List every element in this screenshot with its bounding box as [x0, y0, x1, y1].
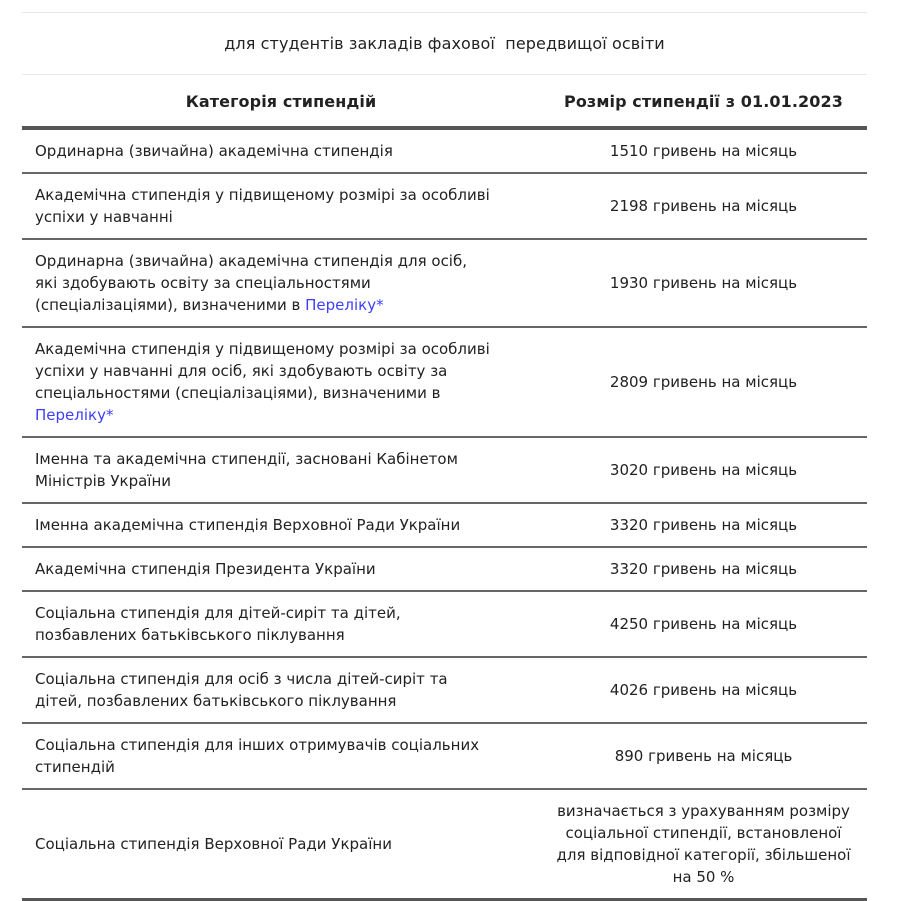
table-body	[22, 128, 867, 900]
table-row	[22, 591, 867, 657]
amount-cell: 3320 гривень на місяць	[609, 516, 798, 534]
table-row	[22, 239, 867, 327]
category-text: Соціальна стипендія для дітей-сиріт та дітей, позбавлених батьківського піклування	[35, 604, 401, 644]
category-text: Іменна та академічна стипендії, засновані Кабінетом Міністрів України	[35, 450, 458, 490]
category-cell	[22, 173, 540, 239]
category-text: Соціальна стипендія Верховної Ради України	[35, 835, 392, 853]
amount-cell: 4026 гривень на місяць	[609, 681, 798, 699]
table-row	[22, 503, 867, 547]
stipend-table	[22, 75, 867, 901]
table-title: для студентів закладів фахової передвищої освіти	[22, 12, 867, 75]
category-text: Соціальна стипендія для осіб з числа дітей-сиріт та дітей, позбавлених батьківського піклування	[35, 670, 448, 710]
table-row	[22, 327, 867, 437]
pereliku-link[interactable]: Переліку*	[305, 296, 384, 314]
table-row	[22, 789, 867, 900]
category-cell	[22, 437, 540, 503]
category-text: Ординарна (звичайна) академічна стипендія	[35, 142, 393, 160]
category-text: Ординарна (звичайна) академічна стипендія для осіб, які здобувають освіту за спеціальностями (спеціалізаціями), визначеними в	[35, 252, 467, 314]
category-cell	[22, 657, 540, 723]
header-row	[22, 75, 867, 128]
amount-cell: визначається з урахуванням розміру соціальної стипендії, встановленої для відповідної категорії, збільшеної на 50 %	[556, 802, 851, 886]
category-cell	[22, 547, 540, 591]
category-cell	[22, 591, 540, 657]
amount-cell: 2198 гривень на місяць	[609, 197, 798, 215]
table-row	[22, 128, 867, 173]
category-cell	[22, 503, 540, 547]
amount-cell: 3320 гривень на місяць	[609, 560, 798, 578]
table-row	[22, 723, 867, 789]
amount-cell: 3020 гривень на місяць	[609, 461, 798, 479]
amount-cell: 1930 гривень на місяць	[609, 274, 798, 292]
amount-cell: 2809 гривень на місяць	[609, 373, 798, 391]
category-cell	[22, 327, 540, 437]
table-row	[22, 173, 867, 239]
header-category: Категорія стипендій	[22, 75, 540, 128]
category-text: Соціальна стипендія для інших отримувачів соціальних стипендій	[35, 736, 480, 776]
amount-cell: 890 гривень на місяць	[614, 747, 793, 765]
header-amount: Розмір стипендії з 01.01.2023	[540, 75, 867, 128]
table-row	[22, 547, 867, 591]
stipend-page	[22, 12, 867, 901]
category-cell	[22, 239, 540, 327]
category-text: Академічна стипендія Президента України	[35, 560, 376, 578]
table-row	[22, 437, 867, 503]
amount-cell: 4250 гривень на місяць	[609, 615, 798, 633]
category-cell	[22, 128, 540, 173]
pereliku-link[interactable]: Переліку*	[35, 406, 114, 424]
category-text: Академічна стипендія у підвищеному розмірі за особливі успіхи у навчанні для осіб, які здобувають освіту за спеціальностями (спеціалізаціями), визначеними в	[35, 340, 490, 402]
category-text: Іменна академічна стипендія Верховної Ради України	[35, 516, 461, 534]
category-cell	[22, 789, 540, 900]
table-row	[22, 657, 867, 723]
amount-cell: 1510 гривень на місяць	[609, 142, 798, 160]
category-cell	[22, 723, 540, 789]
category-text: Академічна стипендія у підвищеному розмірі за особливі успіхи у навчанні	[35, 186, 490, 226]
